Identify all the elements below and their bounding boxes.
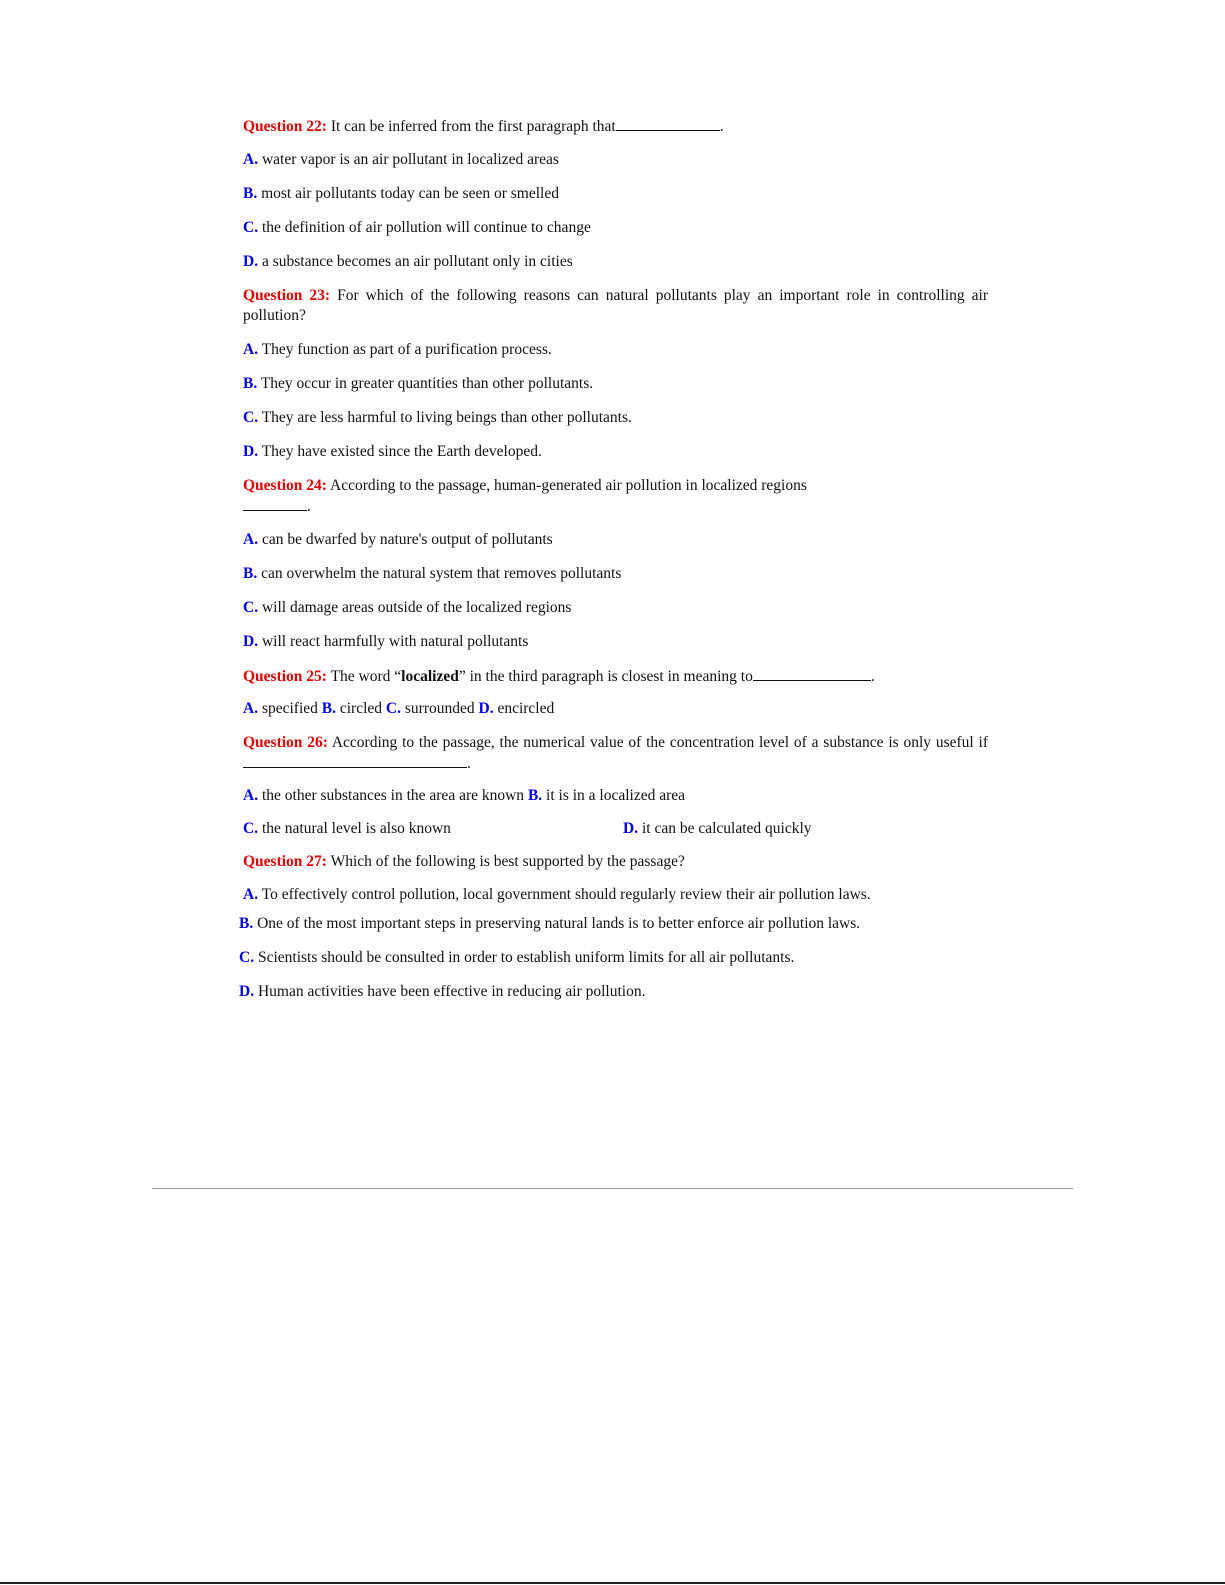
question-24 (243, 476, 988, 496)
option-text: One of the most important steps in preserving natural lands is to better enforce air pollution laws. (257, 915, 861, 932)
option-letter: A. (243, 886, 259, 903)
question-end: . (719, 118, 724, 135)
option-text: Human activities have been effective in reducing air pollution. (257, 983, 646, 1000)
option-text: the natural level is also known (261, 820, 451, 837)
option-c (243, 408, 988, 428)
option-text: water vapor is an air pollutant in localized areas (261, 151, 559, 168)
option-letter: C. (243, 219, 259, 236)
question-label: Question 23: (243, 287, 331, 304)
question-25 (243, 666, 988, 687)
option-text: They have existed since the Earth developed. (261, 443, 542, 460)
option-text: They are less harmful to living beings than other pollutants. (261, 409, 632, 426)
option-text: the definition of air pollution will continue to change (261, 219, 591, 236)
option-letter: D. (478, 700, 494, 717)
option-letter: C. (243, 599, 259, 616)
answer-blank (243, 753, 467, 768)
option-c (239, 948, 984, 968)
option-letter: A. (243, 341, 259, 358)
question-24-continuation (243, 496, 988, 517)
question-27 (243, 852, 988, 872)
question-23 (243, 286, 988, 326)
question-keyword: localized (401, 668, 459, 685)
option-letter: C. (239, 949, 255, 966)
option-d (623, 819, 812, 839)
option-letter: B. (243, 185, 258, 202)
option-text: They function as part of a purification process. (261, 341, 552, 358)
question-label: Question 22: (243, 118, 327, 135)
option-b (243, 564, 988, 584)
option-text: a substance becomes an air pollutant only in cities (261, 253, 573, 270)
option-letter: C. (385, 700, 401, 717)
question-text-before: The word “ (330, 668, 402, 685)
question-25-options (243, 699, 988, 719)
question-end: . (870, 668, 875, 685)
option-b (243, 184, 988, 204)
answer-blank (243, 496, 307, 511)
question-text: According to the passage, human-generated air pollution in localized regions (330, 477, 807, 494)
answer-blank (753, 666, 871, 681)
question-label: Question 26: (243, 734, 328, 751)
option-d (243, 442, 988, 462)
option-letter: D. (243, 253, 259, 270)
option-text: can overwhelm the natural system that removes pollutants (261, 565, 622, 582)
option-letter: D. (623, 820, 639, 837)
option-letter: D. (243, 443, 259, 460)
option-text: can be dwarfed by nature's output of pollutants (261, 531, 553, 548)
option-d (243, 632, 988, 652)
option-text: it can be calculated quickly (641, 820, 812, 837)
option-b (243, 374, 988, 394)
option-letter: B. (239, 915, 254, 932)
question-26-options-row1 (243, 786, 988, 806)
option-c (243, 598, 988, 618)
option-text: it is in a localized area (546, 787, 686, 804)
option-letter: A. (243, 700, 259, 717)
option-c (243, 819, 988, 839)
question-end: . (307, 498, 311, 515)
question-text: It can be inferred from the first paragraph that (330, 118, 616, 135)
option-text: most air pollutants today can be seen or smelled (261, 185, 559, 202)
option-text: will react harmfully with natural pollutants (261, 633, 529, 650)
bottom-border (0, 1582, 1225, 1584)
option-text: Scientists should be consulted in order to establish uniform limits for all air pollutants. (257, 949, 795, 966)
option-letter: A. (243, 787, 259, 804)
option-letter: B. (243, 375, 258, 392)
option-a (243, 150, 988, 170)
option-a (243, 885, 988, 905)
option-letter: C. (243, 820, 259, 837)
option-letter: A. (243, 531, 259, 548)
option-d (239, 982, 984, 1002)
question-text: For which of the following reasons can natural pollutants play an important role in controlling air pollution? (243, 287, 989, 324)
option-letter: B. (321, 700, 336, 717)
question-text: Which of the following is best supported by the passage? (330, 853, 685, 870)
question-22 (243, 116, 988, 137)
page-divider (152, 1188, 1073, 1189)
option-letter: D. (239, 983, 255, 1000)
option-a (243, 530, 988, 550)
option-d (243, 252, 988, 272)
question-text-after: ” in the third paragraph is closest in meaning to (458, 668, 753, 685)
option-text: circled (339, 700, 383, 717)
question-end: . (467, 755, 471, 772)
option-letter: B. (243, 565, 258, 582)
answer-blank (616, 116, 720, 131)
option-c (243, 218, 988, 238)
option-letter: D. (243, 633, 259, 650)
option-text: encircled (497, 700, 555, 717)
option-letter: B. (527, 787, 543, 804)
option-letter: C. (243, 409, 259, 426)
option-text: surrounded (404, 700, 475, 717)
option-text: specified (261, 700, 318, 717)
option-text: will damage areas outside of the localized regions (261, 599, 572, 616)
question-label: Question 25: (243, 668, 327, 685)
option-a (243, 340, 988, 360)
option-b (239, 914, 984, 934)
question-label: Question 24: (243, 477, 327, 494)
question-text: According to the passage, the numerical value of the concentration level of a substance is only useful if (331, 734, 988, 751)
question-26 (243, 733, 988, 774)
option-text: To effectively control pollution, local government should regularly review their air pollution laws. (261, 886, 871, 903)
option-text: the other substances in the area are known (261, 787, 525, 804)
option-letter: A. (243, 151, 259, 168)
option-text: They occur in greater quantities than other pollutants. (260, 375, 594, 392)
question-label: Question 27: (243, 853, 327, 870)
